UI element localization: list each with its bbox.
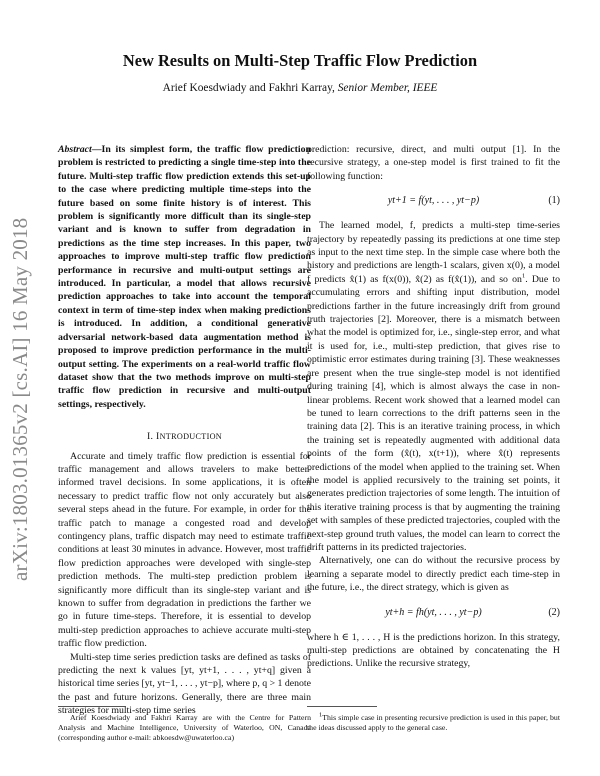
intro-paragraph-2: Multi-step time series prediction tasks are defined as tasks of predicting the next k values [yt, yt+1, . . . , yt+q] given a historical time series [yt, yt−1, . . . , yt−p], where p, q > 1 denote the past and future horizons. Generally, there are three main strategies for multi-step time series	[58, 651, 312, 717]
abstract-text: —In its simplest form, the traffic flow prediction problem is restricted to predicting a single time-step into the future. Multi-step traffic flow prediction extends this set-up to the case where predicting multiple time-steps into the future based on some finite history is of interest. This problem is significantly more difficult than its single-step variant and is known to suffer from degradation in predictions as the time step increases. In this paper, two approaches to improve multi-step traffic flow prediction performance in recursive and multi-output settings are introduced. In particular, a model that allows recursive prediction approaches to take into account the temporal context in term of time-step index when making predictions is introduced. In addition, a conditional generative adversarial network-based data augmentation method is proposed to improve prediction performance in the multi-output setting. The experiments on a real-world traffic flow dataset show that the two methods improve on multi-step traffic flow prediction in recursive and multi-output settings, respectively.	[58, 144, 311, 410]
intro-paragraph-1: Accurate and timely traffic flow prediction is essential for traffic management and allows travelers to make better-informed travel decisions. In some applications, it is often necessary to predict traffic flow not only accurately but also several steps ahead in the future. For example, in order for the traffic patch to manage a congested road and develop contingency plans, traffic dispatch may need to estimate traffic conditions at least 30 minutes in advance. However, most traffic flow prediction approaches were developed with single-step prediction methods. The multi-step prediction problem is significantly more difficult than its single-step variant and is known to suffer from degradation in predictions the farther we go in future time-steps. Therefore, it is essential to develop multi-step prediction approaches to achieve accurate multi-step traffic flow prediction.	[58, 450, 311, 650]
right-paragraph-2-rest: . Due to accumulating errors and shifting input distribution, model predictions farther in the future increasingly drift from ground truth trajectories [2]. Moreover, there is a mismatch between what the model is optimized for, i.e., single-step error, and what it is used for, i.e., multi-step prediction, that gives rise to optimistic error estimates during training [3]. These weaknesses are present when the true single-step model is not identified during training [4], which is almost always the case in non-linear problems. Recent work showed that a learned model can be tuned to learn corrections to the drift patterns seen in the training data [2]. This is an iterative training process, in which the training set is repeatedly augmented with additional data points of the form (x̂(t), x(t+1)), where x̂(t) represents predictions of the model when applied to the training set. When the model is applied recursively to the training set points, it generates prediction trajectories of some length. The intuition of this iterative training process is that by augmenting the training set with samples of these predicted trajectories, coupled with the next-step ground truth values, the model can learn to correct the drift patterns in its predicted trajectories.	[307, 273, 561, 553]
paper-title: New Results on Multi-Step Traffic Flow Prediction	[122, 51, 478, 70]
right-paragraph-3: Alternatively, one can do without the recursive process by learning a separate model to directly predict each time-step in the future, i.e., the direct strategy, which is given as	[307, 555, 560, 594]
left-column	[58, 143, 311, 718]
right-paragraph-1: prediction: recursive, direct, and multi output [1]. In the recursive strategy, a one-step model is first trained to fit the following function:	[307, 144, 560, 182]
equation-1-number: (1)	[548, 195, 560, 207]
author-line	[0, 82, 600, 94]
equation-1	[307, 194, 560, 210]
equation-2-number: (2)	[548, 606, 560, 618]
right-footnote-mark: 1	[319, 711, 323, 719]
right-column	[307, 143, 560, 671]
equation-2	[307, 606, 560, 622]
arxiv-identifier-stamp: arXiv:1803.01365v2 [cs.AI] 16 May 2018	[8, 217, 32, 581]
right-paragraph-2	[307, 219, 560, 554]
authors-names: Arief Koesdwiady and Fakhri Karray,	[162, 82, 338, 94]
section-rest: NTRODUCTION	[159, 432, 223, 442]
right-paragraph-4: where h ∈ 1, . . . , H is the predictions horizon. In this strategy, multi-step predictions are obtained by concatenating the H predictions. Unlike the recursive strategy,	[307, 631, 560, 670]
equation-2-body: yt+h = fh(yt, . . . , yt−p)	[385, 606, 482, 618]
left-footnote-rule	[58, 706, 126, 707]
abstract-label: Abstract	[58, 144, 92, 155]
affiliation-footnote: Arief Koesdwiady and Fakhri Karray are with the Centre for Pattern Analysis and Machine Intelligence, University of Waterloo, ON, Canada (corresponding author e-mail: abkoesdw@uwaterloo.ca)	[58, 713, 311, 743]
equation-1-body: yt+1 = f(yt, . . . , yt−p)	[387, 195, 480, 207]
right-paragraph-2-start: The learned model, f, predicts a multi-step time-series trajectory by repeatedly passing its predictions at one time step as input to the next time step. In the simple case where both the history and predictions are length-1 scalars, given x(0), a model f predicts x̂(1) as f(x(0)), x̂(2) as f(x̂(1)), and so on	[307, 220, 560, 285]
right-footnote-rule	[307, 706, 377, 707]
section-heading-introduction	[58, 430, 311, 443]
footnote-mark: 1	[521, 272, 526, 280]
right-footnote-text: This simple case in presenting recursive prediction is used in this paper, but the ideas discussed apply to the general case.	[307, 713, 560, 733]
abstract	[58, 143, 311, 411]
section-numeral: I.	[146, 431, 157, 443]
recursive-footnote	[307, 713, 560, 733]
section-first-letter: I	[156, 431, 160, 443]
authors-role: Senior Member, IEEE	[337, 82, 438, 94]
